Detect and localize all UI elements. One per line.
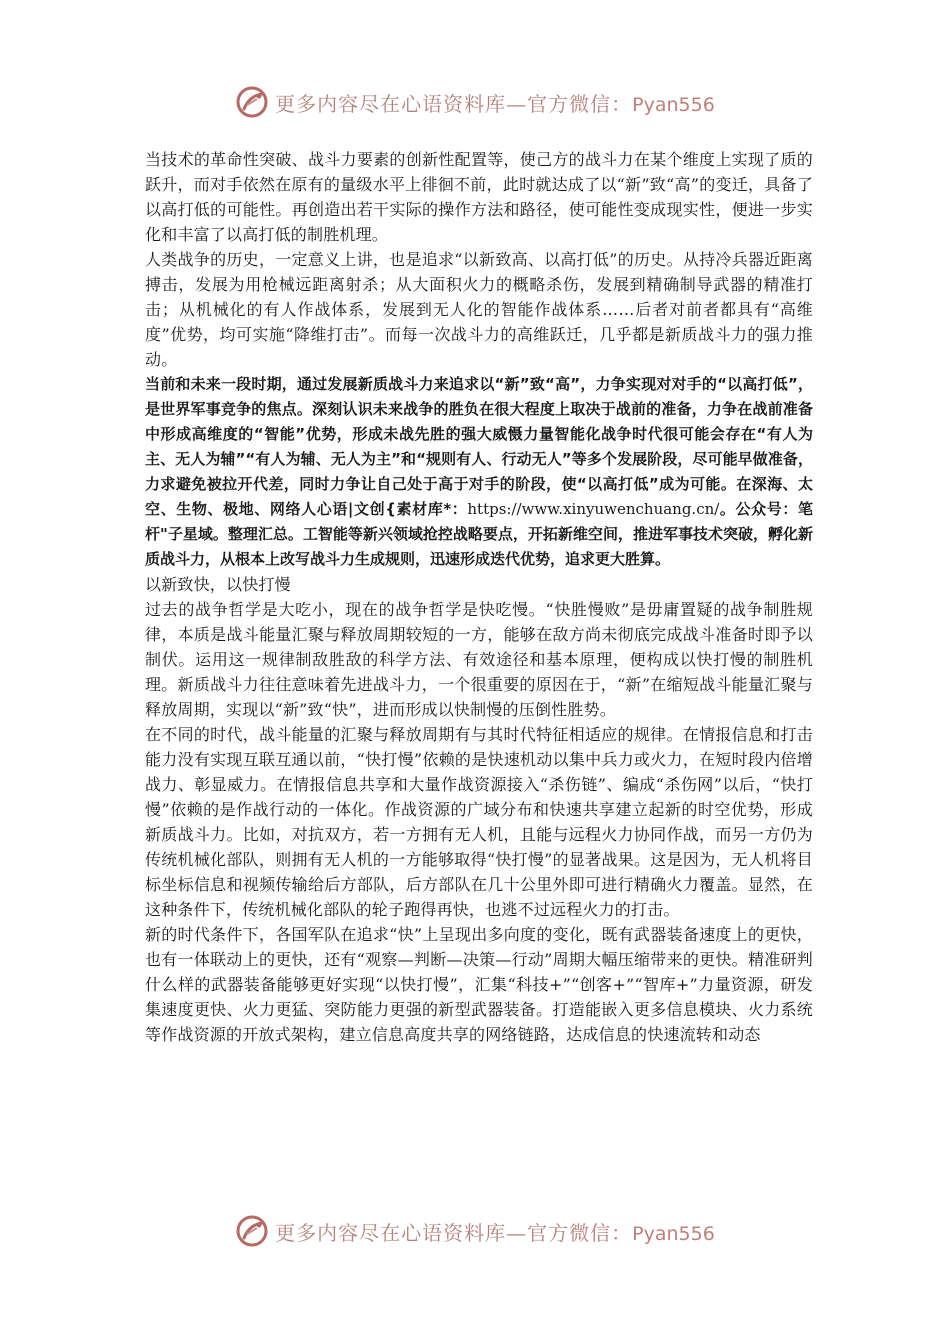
paragraph-3-bold	[145, 372, 813, 572]
banner-text	[275, 88, 715, 117]
xinyu-logo-icon	[235, 1214, 269, 1248]
banner-main-text: 更多内容尽在心语资料库—官方微信：	[275, 1220, 633, 1245]
document-body	[145, 147, 813, 1047]
footer-banner	[0, 1213, 950, 1249]
paragraph-7: 新的时代条件下，各国军队在追求“快”上呈现出多向度的变化，既有武器装备速度上的更快，也有一体联动上的更快，还有“观察—判断—决策—行动”周期大幅压缩带来的更快。精准研判什么样的武器装备能够更好实现“以快打慢”，汇集“科技+”“创客+”“智库+”力量资源，研发集速度更快、火力更猛、突防能力更强的新型武器装备。打造能嵌入更多信息模块、火力系统等作战资源的开放式架构，建立信息高度共享的网络链路，达成信息的快速流转和动态	[145, 925, 813, 1044]
banner-main-text: 更多内容尽在心语资料库—官方微信：	[275, 91, 633, 116]
paragraph-3-text-after: 。公众号：笔杆"子星域。整理汇总。工智能等新兴领域抢控战略要点，开拓新维空间，推进军事技术突破，孵化新质战斗力，从根本上改写战斗力生成规则，迅速形成迭代优势，追求更大胜算。	[145, 500, 813, 568]
paragraph-1: 当技术的革命性突破、战斗力要素的创新性配置等，使己方的战斗力在某个维度上实现了质的跃升，而对手依然在原有的量级水平上徘徊不前，此时就达成了以“新”致“高”的变迁，具备了以高打低的可能性。再创造出若干实际的操作方法和路径，使可能性变成现实性，便进一步实化和丰富了以高打低的制胜机理。	[145, 150, 813, 244]
banner-wechat-id: Pyan556	[632, 93, 715, 116]
banner-text	[275, 1217, 715, 1246]
paragraph-6: 在不同的时代，战斗能量的汇聚与释放周期有与其时代特征相适应的规律。在情报信息和打击能力没有实现互联互通以前，“快打慢”依赖的是快速机动以集中兵力或火力，在短时段内倍增战力、彰显威力。在情报信息共享和大量作战资源接入“杀伤链”、编成“杀伤网”以后，“快打慢”依赖的是作战行动的一体化。作战资源的广域分布和快速共享建立起新的时空优势，形成新质战斗力。比如，对抗双方，若一方拥有无人机，且能与远程火力协同作战，而另一方仍为传统机械化部队，则拥有无人机的一方能够取得“快打慢”的显著战果。这是因为，无人机将目标坐标信息和视频传输给后方部队，后方部队在几十公里外即可进行精确火力覆盖。显然，在这种条件下，传统机械化部队的轮子跑得再快，也逃不过远程火力的打击。	[145, 725, 813, 919]
paragraph-3-text-before: 当前和未来一段时期，通过发展新质战斗力来追求以“新”致“高”，力争实现对对手的“以高打低”，是世界军事竞争的焦点。深刻认识未来战争的胜负在很大程度上取决于战前的准备，力争在战前准备中形成高维度的“智能”优势，形成未战先胜的强大威慑力量智能化战争时代很可能会存在“有人为主、无人为辅”“有人为辅、无人为主”和“规则有人、行动无人”等多个发展阶段，尽可能早做准备，力求避免被拉开代差，同时力争让自己处于高于对手的阶段，使“以高打低”成为可能。在深海、太空、生物、极地、网络人心语|文创{素材库*：	[145, 375, 813, 518]
xinyu-logo-icon	[235, 85, 269, 119]
paragraph-5: 过去的战争哲学是大吃小，现在的战争哲学是快吃慢。“快胜慢败”是毋庸置疑的战争制胜规律，本质是战斗能量汇聚与释放周期较短的一方，能够在敌方尚未彻底完成战斗准备时即予以制伏。运用这一规律制敌胜敌的科学方法、有效途径和基本原理，便构成以快打慢的制胜机理。新质战斗力往往意味着先进战斗力，一个很重要的原因在于，“新”在缩短战斗能量汇聚与释放周期，实现以“新”致“快”，进而形成以快制慢的压倒性胜势。	[145, 600, 813, 719]
paragraph-2: 人类战争的历史，一定意义上讲，也是追求“以新致高、以高打低”的历史。从持冷兵器近距离搏击，发展为用枪械远距离射杀；从大面积火力的概略杀伤，发展到精确制导武器的精准打击；从机械化的有人作战体系，发展到无人化的智能作战体系……后者对前者都具有“高维度”优势，均可实施“降维打击”。而每一次战斗力的高维跃迁，几乎都是新质战斗力的强力推动。	[145, 250, 813, 369]
section-heading: 以新致快，以快打慢	[145, 575, 291, 594]
source-url-link[interactable]: https://www.xinyuwenchuang.cn/	[467, 500, 720, 518]
banner-wechat-id: Pyan556	[632, 1222, 715, 1245]
header-banner	[0, 84, 950, 120]
